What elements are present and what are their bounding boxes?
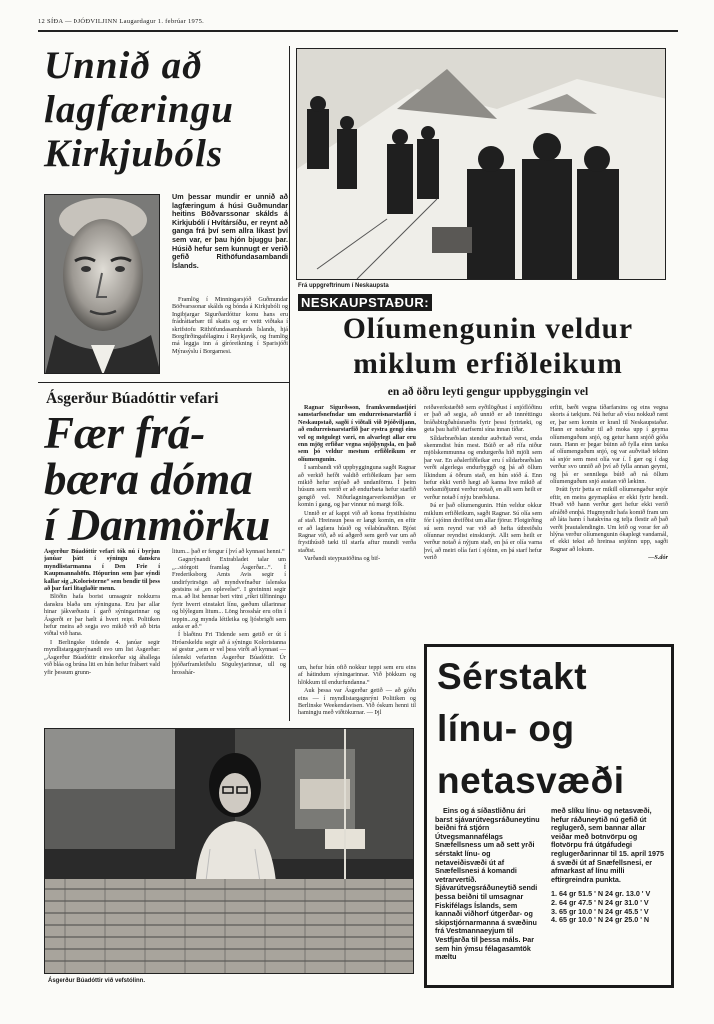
portrait-image	[45, 195, 160, 374]
story1-headline-line3: Kirkjubóls	[44, 132, 224, 175]
story2-paragraph: I Berlingske tidende 4. janúar segir myndlistargagnrýnandi svo um list Ásgerðar: „Ásgerður Búadóttir einskorðar sig áhallega við bláa og brúna liti en hún hefur frábært vald yfir þessum grunn-	[44, 638, 160, 676]
story2-paragraph: Ásgerður Búadóttir vefari tók nú í byrjun janúar þátt í sýningu danskra myndlistarmanna í Den Frie í Kaupmannahöfn. Hópurinn sem þar sýndi kallar sig „Koloristerne“ sem bendir til þess að þar fari litaglaðir menn.	[44, 548, 160, 593]
story3-paragraph: Síldarbræðslan stendur auðvitað verst, enda skemmdist hún mest. Búið er að rífa niður mjölskemmunna og endurgerða hið mjöli sem þar var. En aðalerfiðleikar eru í síldarbræðslan verði algerlega endurbyggð og þá að öllum líkindum á öðrum stað, en hún stóð á. Enn hefur ekki verið hægt að kanna hve mikið af verksmiðjunni verður notað, en allt sem heilt er verður notað í nýju bræðsluna.	[424, 434, 542, 501]
story3-paragraph: reiðaverkstæðið sem eyðilögðust í snjóflóðinu er það að segja, að unnið er að innréttingu bráðabirgðahúsnæðis fyrir þessi fyrirtæki, og geta þau hafið starfsemi sína innan tíðar.	[424, 404, 542, 434]
story4-paragraph: með slíku línu- og netasvæði, hefur ráðuneytið nú gefið út reglugerð, sem bannar allar veiðar með botnvörpu og flotvörpu frá útgáfudegi reglugerðarinnar til 15. apríl 1975 á svæði út af Snæfellsnesi, er afmarkast af línu milli eftirgreindra punkta.	[551, 807, 665, 884]
coordinate-item: 1. 64 gr 51.5 ' N 24 gr. 13.0 ' V	[551, 889, 651, 899]
story2-kicker: Ásgerður Búadóttir vefari	[46, 390, 219, 407]
story4-column-1	[435, 807, 543, 985]
masthead: 12 SÍÐA — ÞJÓÐVILJINN Laugardagur 1. febrúar 1975.	[38, 18, 205, 25]
story4-paragraph: Eins og á síðastliðnu ári barst sjávarútvegsráðuneytinu beiðni frá stjórn Útvegsmannafélags Snæfellsness um að sett yrði sérstakt línu- og netaveiðisvæði út af Snæfellsnesi á komandi vetrarvertíð. Sjávarútvegsráðuneytið sendi þessa beiðni til umsagnar Fiskifélags Íslands, sem kannaði viðhorf útgerðar- og skipstjórnarmanna á svæðinu frá Vestmannaeyjum til Vestfjarða til þessa máls. Þar sem hin ýmsu félagasamtök mæltu	[435, 807, 540, 962]
story2-column-1	[44, 548, 160, 726]
story1-lead	[172, 193, 288, 270]
story3-paragraph: Þrátt fyrir þetta er mikill olíumengaður snjór eftir, en meira geymapláss er ekki fyrir hendi. Hvað við hann verður gert hefur ekki verið afráðið ennþá. Hugmyndir hafa komið fram um að láta hann í hatakvína og telja flestir að það verði þrautalendingin. Um leið og vorar fer að hlýna verður olíumengunin ókaplegt vandamál, ef ekki tekst að hreinsa snjóinn upp, sagði Ragnar að lokum.	[550, 486, 668, 553]
story3-paragraph: Unnið er af kappi við að koma frystihúsinu af stað. Hreinsun þess er langt komin, en eftir er að lagfæra húsið og vélabúnaðinn. Bjóst Ragnar við, að sú aðgerð sem gerð var um að frystihúsið tæki til starfa aftur mundi verða staðist.	[298, 509, 416, 554]
story3-paragraph: Varðandi steypustöðina og bif-	[304, 555, 381, 563]
story2-paragraph: um, hefur hún ofið nokkur teppi sem eru eins af hátindum sýningarinnar. Við þökkum og hlökkum til endurfundanna.“	[298, 664, 416, 686]
story1-bottom-rule	[38, 382, 289, 383]
story4-headline-line3: netasvæði	[437, 760, 625, 801]
story4-box	[424, 644, 674, 988]
story3-paragraph: Þá er það olíumengunin. Hún veldur okkur miklum erfiðleikum, sagði Ragnar. Sú olía sem fór í sjóinn dreifðist um allar fjörur. Flotgirðing sú sem reynd var við að hefta útbreiðslu olíunnar reyndist einskisnýt. Allt sem heilt er verður notað á nýjum stað, en þá er olía varna því, að meiri olía fari í sjóinn, en þá starf hefur verið	[424, 502, 542, 562]
story3-signature: —S.dór	[648, 554, 668, 562]
story2-headline-line1: Fær frá-	[44, 408, 206, 458]
story4-headline-line2: línu- og	[437, 708, 575, 749]
story3-headline	[298, 312, 678, 382]
story1-headline	[44, 44, 290, 176]
avalanche-photo	[296, 48, 666, 280]
story2-paragraph: Blöðin hafa borist umsagnir nokkurra danskra blaða um sýninguna. Eru þar allar hinar jákvæðustu í garð sýningarinnar og Ásgerði er þar hælt á hvert reipi. Politiken hefur meira að segja svo mikið við að birta viðtal við hana.	[44, 593, 160, 638]
story2-paragraph: litum... það er fengur í því að kynnast henni.“	[172, 548, 285, 555]
weaving-photo-caption: Ásgerður Búadóttir við vefstólinn.	[48, 978, 146, 984]
story3-paragraph: erfitt, bæði vegna tíðarfarsins og eins vegna skorts á tækjum. Nú hefur að vísu nokkuð rænt er, þar sem komin er kranl til Neskaupstaðar. Hann er notaður til að moka upp í geyma olíumenguðum snjó, og getur hann snjóð góða raun. Hann er þegar búinn að fylla einn tanka af olíumenguðum snjó, og var auðvitað tekinn sá snjór sem mest olía var í. Í gær og í dag verður svo unnið að því að fylla annan geymi, og þá er sennilega búið að ná öllum olíumenguðum snjó austan við lækinn.	[550, 404, 668, 486]
weaving-image	[45, 729, 414, 974]
story4-headline	[437, 651, 667, 807]
story3-paragraph: Ragnar Sigurðsson, framkvæmdastjóri samstarfsnefndar um endurreisnarstarfið í Neskaupstað, sagði í viðtali við Þjóðviljann, að endurreisnarstarfið þar eystra gengi eins vel og mögulegt væri, en alvarlegt allar eru enn mjög erfiðar vegna snjóþyngsla, en það sem þó veldur mestum erfiðleikum er olíumengunin.	[298, 404, 416, 463]
story3-column-1	[298, 404, 416, 660]
story2-paragraph: Auk þessa var Ásgerðar getið — að góðu eins — í myndlistargagnrýni Politiken og Berlinske Weekendavisen. Við óskum henni til hamingju með viðtökurnar. — Þjl	[298, 687, 416, 717]
portrait-photo	[44, 194, 160, 374]
story3-kicker: NESKAUPSTAÐUR:	[298, 294, 432, 311]
coordinate-item: 2. 64 gr 47.5 ' N 24 gr 31.0 ' V	[551, 897, 649, 907]
story1-paragraph: Um þessar mundir er unnið að lagfæringum á húsi Guðmundar heitins Böðvarssonar skálds á Kirkjubóli í Hvítársíðu, er reynt að ganga frá því sem allra líkast því sem var, er þau hjón bjuggu þar. Húsið hefur sem kunnugt er verið gefið Rithöfundasambandi Íslands.	[172, 193, 288, 270]
avalanche-photo-caption: Frá uppgreftrinum í Neskaupsta	[298, 283, 389, 289]
story3-headline-line1: Olíumengunin veldur	[342, 313, 634, 345]
coordinate-item: 4. 65 gr 10.0 ' N 24 gr 25.0 ' N	[551, 915, 650, 925]
story3-subhead: en að öðru leyti gengur uppbyggingin vel	[387, 386, 589, 398]
story3-headline-line2: miklum erfiðleikum	[353, 348, 623, 380]
story2-paragraph: Í blaðinu Fri Tidende sem getið er út í Hróarskeldu segir að á sýningu Koloristanna sé gestur „sem er vel þess virði að kynnast — íslenski vefarinn Ásgerður Búadóttir. Úr þjóðarframleiðslu Söguleyjarinnar, ull og hrosshár-	[172, 631, 286, 676]
story2-paragraph: Gagnrýnandi Extrabladet talar um „...stórgott framlag Ásgerðar...“. Í Frederiksborg Amts Avis segir í undirfyrirsögn að myndvefnaður íslenska gestsins sé „en oplevelse“. I greininni segir m.a. að list hennar beri vitni „ríkri tilfinningu fyrir hverri einstakri línu, gæðum ullarinnar og blýlegum litum... Löng hrosshár eru ofin í teppin...og mynda léttleika og ljósbrigði sem auka er að.“	[172, 556, 286, 631]
masthead-rule	[38, 30, 678, 32]
avalanche-image	[297, 49, 666, 280]
story1-body	[172, 296, 288, 376]
story2-column-2	[172, 548, 286, 726]
story2-headline-line3: í Danmörku	[44, 500, 271, 550]
story1-paragraph: Framlög í Minningarsjóð Guðmundar Böðvarssonar skálds og bónda á Kirkjubóli og Ingibjargar Sigurðardóttur konu hans eru frádráttarbær til skatts og er veitt viðtaka í skrifstofu Rithöfundasambands Íslands, hjá Borgfirðingafélaginu í Reykjavík, og framlög má leggja inn á gíróreikning í Sparisjóði Mýrasýslu í Borgarnesi.	[172, 296, 288, 355]
story2-headline-line2: bæra dóma	[44, 454, 253, 504]
weaving-photo	[44, 728, 414, 974]
story3-paragraph: Í sambandi við uppbygginguna sagði Ragnar að verkið hefði valdið erfiðleikum þar sem mikið hefur snjóað að undanförnu. Í þeim húsum sem verið er að endurbæta hefur starfið gengið vel. Niðurlagningarverksmiðjan er komin í gang, og þar vinnur nú margt fólk.	[298, 464, 416, 509]
coordinate-item: 3. 65 gr 10.0 ' N 24 gr 45.5 ' V	[551, 906, 649, 916]
story4-column-2	[551, 807, 665, 985]
story4-headline-line1: Sérstakt	[437, 656, 588, 697]
story2-column-3	[298, 664, 416, 726]
story1-headline-line2: lagfæringu	[44, 88, 234, 131]
story2-headline	[44, 410, 294, 548]
story1-headline-line1: Unnið að	[44, 44, 203, 87]
